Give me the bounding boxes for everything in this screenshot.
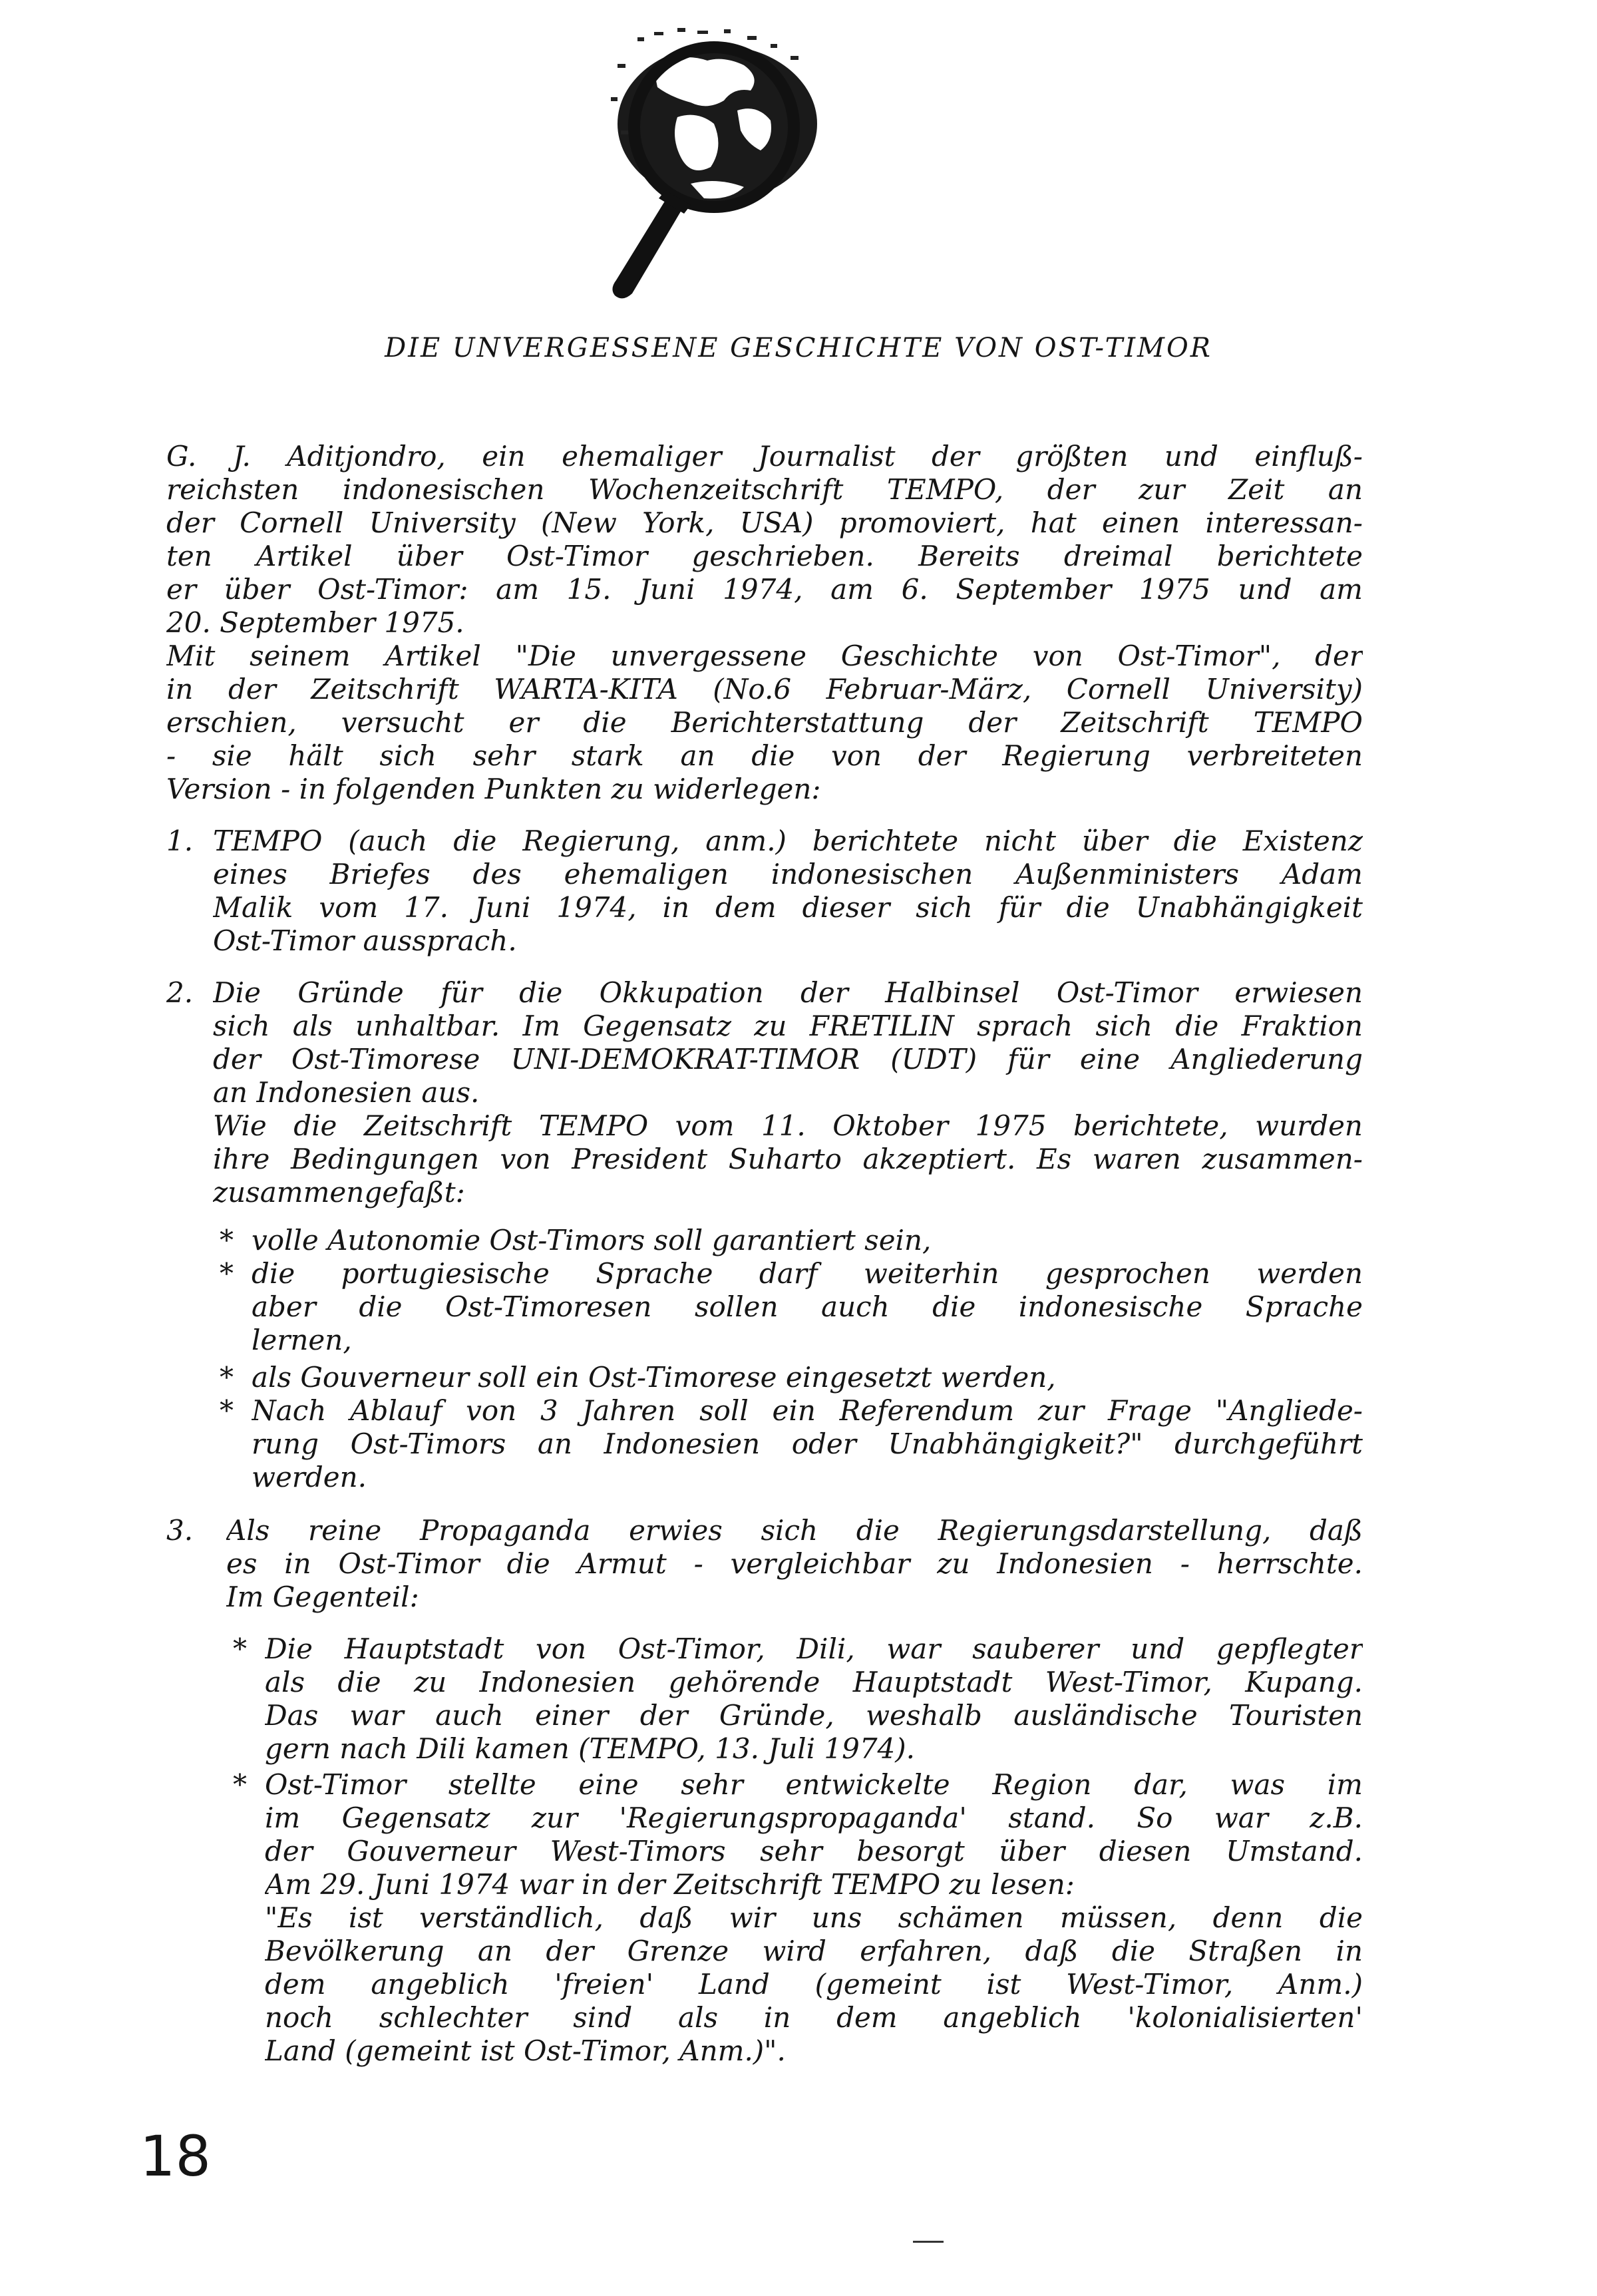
point-line: Malik vom 17. Juni 1974, in dem dieser sich für die Unabhängigkeit <box>213 891 1363 924</box>
point-line: sich als unhaltbar. Im Gegensatz zu FRETILIN sprach sich die Fraktion <box>213 1010 1363 1042</box>
point-line: Wie die Zeitschrift TEMPO vom 11. Oktober 1975 berichtete, wurden <box>213 1109 1363 1142</box>
bullet-asterisk: * <box>220 1257 234 1290</box>
bullet-line: als Gouverneur soll ein Ost-Timorese eingesetzt werden, <box>252 1361 1056 1394</box>
bullet-line: Land (gemeint ist Ost-Timor, Anm.)". <box>265 2034 786 2067</box>
intro-line: der Cornell University (New York, USA) promoviert, hat einen interessan- <box>166 506 1363 539</box>
bullet-line: Am 29. Juni 1974 war in der Zeitschrift TEMPO zu lesen: <box>265 1868 1075 1901</box>
intro-line: - sie hält sich sehr stark an die von der Regierung verbreiteten <box>166 739 1363 772</box>
intro-line: ten Artikel über Ost-Timor geschrieben. Bereits dreimal berichtete <box>166 540 1363 572</box>
point-line: eines Briefes des ehemaligen indonesischen Außenministers Adam <box>213 858 1363 890</box>
page-number: 18 <box>140 2124 211 2189</box>
intro-line: 20. September 1975. <box>166 606 464 639</box>
point-line: TEMPO (auch die Regierung, anm.) berichtete nicht über die Existenz <box>213 825 1363 857</box>
bullet-line: noch schlechter sind als in dem angeblich 'kolonialisierten' <box>265 2001 1363 2034</box>
bullet-line: als die zu Indonesien gehörende Hauptstadt West-Timor, Kupang. <box>265 1666 1363 1698</box>
point-line: der Ost-Timorese UNI-DEMOKRAT-TIMOR (UDT) für eine Angliederung <box>213 1043 1363 1075</box>
point-line: Als reine Propaganda erwies sich die Regierungsdarstellung, daß <box>226 1514 1363 1547</box>
bullet-line: im Gegensatz zur 'Regierungspropaganda' stand. So war z.B. <box>265 1802 1363 1834</box>
point-line: es in Ost-Timor die Armut - vergleichbar zu Indonesien - herrschte. <box>226 1547 1363 1580</box>
point-marker: 3. <box>166 1514 194 1547</box>
point-line: Ost-Timor aussprach. <box>213 924 517 957</box>
bullet-line: Bevölkerung an der Grenze wird erfahren, daß die Straßen in <box>265 1935 1363 1967</box>
bullet-line: aber die Ost-Timoresen sollen auch die indonesische Sprache <box>252 1290 1363 1323</box>
magnifier-globe-logo <box>591 24 849 303</box>
bullet-line: die portugiesische Sprache darf weiterhin gesprochen werden <box>252 1257 1363 1290</box>
document-title: DIE UNVERGESSENE GESCHICHTE VON OST-TIMOR <box>385 333 1212 363</box>
bullet-line: Die Hauptstadt von Ost-Timor, Dili, war sauberer und gepflegter <box>265 1632 1363 1665</box>
bullet-line: werden. <box>252 1461 367 1493</box>
bullet-asterisk: * <box>220 1361 234 1394</box>
point-line: Im Gegenteil: <box>226 1581 419 1613</box>
point-line: zusammengefaßt: <box>213 1176 465 1209</box>
bullet-line: gern nach Dili kamen (TEMPO, 13. Juli 1974). <box>265 1732 915 1765</box>
bullet-line: Ost-Timor stellte eine sehr entwickelte Region dar, was im <box>265 1768 1363 1801</box>
point-marker: 2. <box>166 976 194 1009</box>
point-line: an Indonesien aus. <box>213 1076 480 1109</box>
bullet-line: rung Ost-Timors an Indonesien oder Unabhängigkeit?" durchgeführt <box>252 1428 1363 1460</box>
scan-mark <box>913 2241 944 2243</box>
bullet-asterisk: * <box>220 1394 234 1427</box>
bullet-asterisk: * <box>233 1768 247 1801</box>
intro-line: erschien, versucht er die Berichterstattung der Zeitschrift TEMPO <box>166 706 1363 739</box>
intro-line: reichsten indonesischen Wochenzeitschrift TEMPO, der zur Zeit an <box>166 473 1363 506</box>
bullet-line: lernen, <box>252 1324 352 1356</box>
point-line: Die Gründe für die Okkupation der Halbinsel Ost-Timor erwiesen <box>213 976 1363 1009</box>
bullet-line: "Es ist verständlich, daß wir uns schämen müssen, denn die <box>265 1901 1363 1934</box>
intro-line: Version - in folgenden Punkten zu widerlegen: <box>166 773 821 805</box>
bullet-line: der Gouverneur West-Timors sehr besorgt über diesen Umstand. <box>265 1835 1363 1867</box>
intro-line: in der Zeitschrift WARTA-KITA (No.6 Februar-März, Cornell University) <box>166 673 1363 705</box>
point-marker: 1. <box>166 825 194 857</box>
bullet-asterisk: * <box>233 1632 247 1665</box>
bullet-line: dem angeblich 'freien' Land (gemeint ist West-Timor, Anm.) <box>265 1968 1363 2001</box>
bullet-line: Nach Ablauf von 3 Jahren soll ein Referendum zur Frage "Angliede- <box>252 1394 1363 1427</box>
bullet-line: volle Autonomie Ost-Timors soll garantiert sein, <box>252 1224 932 1256</box>
bullet-asterisk: * <box>220 1224 234 1256</box>
intro-line: er über Ost-Timor: am 15. Juni 1974, am 6. September 1975 und am <box>166 573 1363 606</box>
point-line: ihre Bedingungen von President Suharto akzeptiert. Es waren zusammen- <box>213 1143 1363 1175</box>
intro-line: Mit seinem Artikel "Die unvergessene Geschichte von Ost-Timor", der <box>166 640 1363 672</box>
intro-line: G. J. Aditjondro, ein ehemaliger Journalist der größten und einfluß- <box>166 440 1363 473</box>
bullet-line: Das war auch einer der Gründe, weshalb ausländische Touristen <box>265 1699 1363 1732</box>
